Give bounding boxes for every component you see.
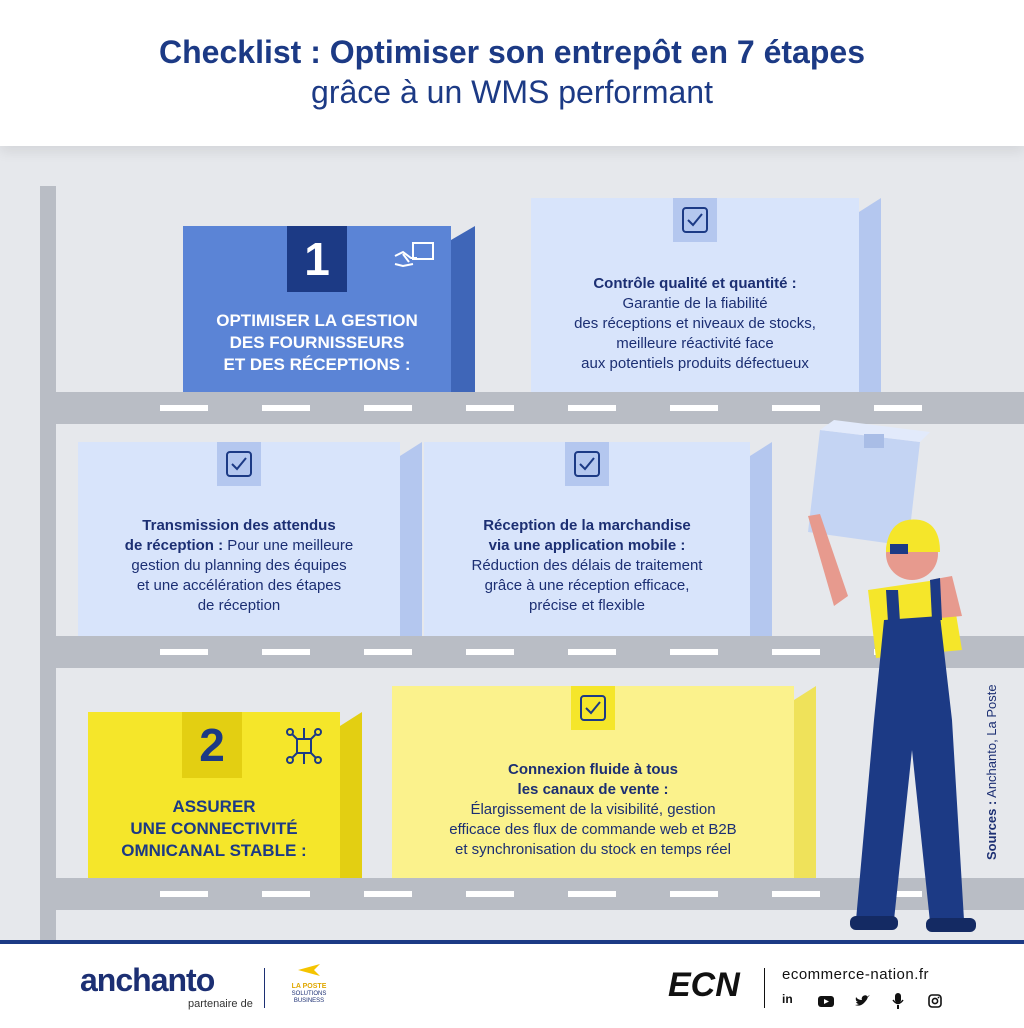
checkbox-icon	[571, 686, 615, 730]
step2-title: ASSURER UNE CONNECTIVITÉ OMNICANAL STABLE :	[121, 797, 307, 860]
podcast-icon[interactable]	[892, 993, 904, 1009]
network-nodes-icon	[284, 726, 324, 766]
step1-box	[183, 226, 475, 392]
footer	[0, 940, 1024, 1028]
card-mobile-reception	[424, 442, 772, 636]
handshake-box-icon	[393, 240, 437, 270]
step2-number: 2	[182, 712, 242, 778]
shelf-post	[40, 186, 56, 940]
page-title: Checklist : Optimiser son entrepôt en 7 étapes	[159, 34, 865, 70]
twitter-icon[interactable]	[854, 994, 870, 1008]
card-quality-text: Contrôle qualité et quantité : Garantie de la fiabilité des réceptions et niveaux de stocks, meilleure réactivité face aux potentiels produits défectueux	[574, 275, 816, 372]
social-icons	[782, 992, 942, 1010]
header	[0, 0, 1024, 146]
laposte-bird-icon	[296, 962, 322, 978]
card-transmission	[78, 442, 422, 636]
instagram-icon[interactable]	[928, 994, 942, 1008]
step1-title: OPTIMISER LA GESTION DES FOURNISSEURS ET DES RÉCEPTIONS :	[216, 311, 418, 374]
linkedin-icon[interactable]: in	[782, 992, 793, 1006]
youtube-icon[interactable]	[818, 994, 834, 1008]
page-subtitle: grâce à un WMS performant	[311, 74, 713, 110]
card-quality-control	[531, 198, 881, 392]
worker-illustration	[790, 420, 990, 940]
anchanto-logo: anchanto	[80, 962, 215, 998]
card-channels-text: Connexion fluide à tous les canaux de vente : Élargissement de la visibilité, gestion efficace des flux de commande web et B2B et synchronisation du stock en temps réel	[449, 761, 737, 858]
checkbox-icon	[217, 442, 261, 486]
card-sales-channels	[392, 686, 816, 878]
card-transmission-text: Transmission des attendus de réception : Pour une meilleure gestion du planning des équipes et une accélération des étapes de réception	[124, 517, 354, 614]
sources-label: Sources : Anchanto, La Poste	[984, 684, 999, 860]
step1-number: 1	[287, 226, 347, 292]
partner-text: partenaire de	[188, 998, 253, 1010]
laposte-logo: LA POSTE SOLUTIONS BUSINESS	[284, 962, 334, 1005]
ecn-logo: ECN	[668, 966, 740, 1004]
step2-box	[88, 712, 362, 878]
card-mobile-text: Réception de la marchandise via une application mobile : Réduction des délais de traitement grâce à une réception efficace, précise et flexible	[471, 517, 703, 614]
checkbox-icon	[565, 442, 609, 486]
website-link[interactable]: ecommerce-nation.fr	[782, 966, 930, 983]
checkbox-icon	[673, 198, 717, 242]
